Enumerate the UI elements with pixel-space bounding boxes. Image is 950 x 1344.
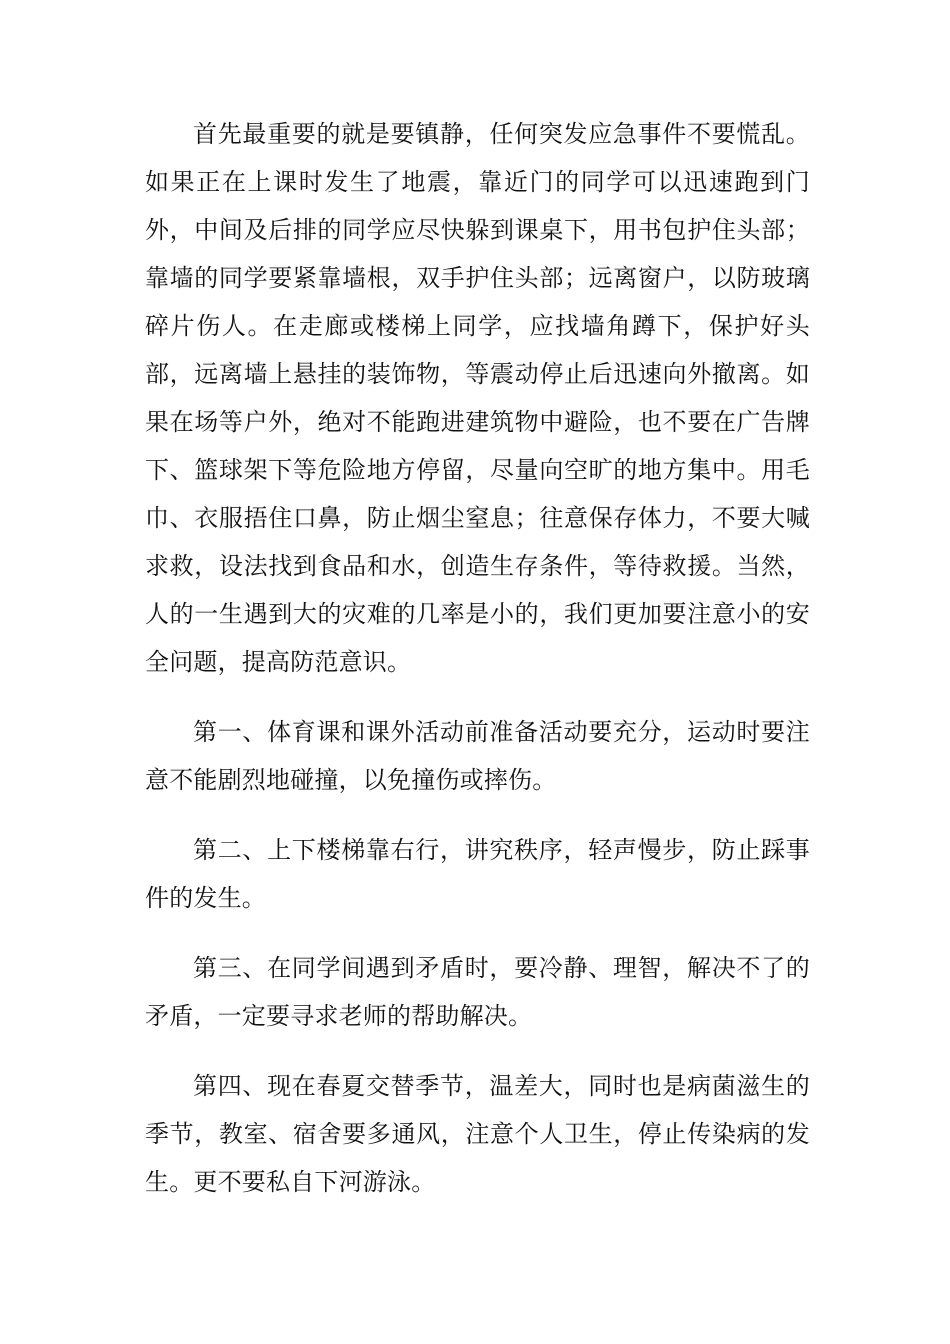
paragraph-item-4: 第四、现在春夏交替季节，温差大，同时也是病菌滋生的季节，教室、宿舍要多通风，注意个人卫生，停止传染病的发生。更不要私自下河游泳。 (145, 1072, 810, 1196)
paragraph-item-2: 第二、上下楼梯靠右行，讲究秩序，轻声慢步，防止踩事件的发生。 (145, 836, 810, 912)
document-body (145, 110, 810, 1228)
paragraph-item-3: 第三、在同学间遇到矛盾时，要冷静、理智，解决不了的矛盾，一定要寻求老师的帮助解决。 (145, 954, 810, 1030)
paragraph-earthquake-safety: 首先最重要的就是要镇静，任何突发应急事件不要慌乱。如果正在上课时发生了地震，靠近门的同学可以迅速跑到门外，中间及后排的同学应尽快躲到课桌下，用书包护住头部；靠墙的同学要紧靠墙根，双手护住头部；远离窗户，以防玻璃碎片伤人。在走廊或楼梯上同学，应找墙角蹲下，保护好头部，远离墙上悬挂的装饰物，等震动停止后迅速向外撤离。如果在场等户外，绝对不能跑进建筑物中避险，也不要在广告牌下、篮球架下等危险地方停留，尽量向空旷的地方集中。用毛巾、衣服捂住口鼻，防止烟尘窒息；往意保存体力，不要大喊求救，设法找到食品和水，创造生存条件，等待救援。当然，人的一生遇到大的灾难的几率是小的，我们更加要注意小的安全问题，提高防范意识。 (145, 120, 810, 676)
paragraph-item-1: 第一、体育课和课外活动前准备活动要充分，运动时要注意不能剧烈地碰撞，以免撞伤或摔伤。 (145, 718, 810, 794)
